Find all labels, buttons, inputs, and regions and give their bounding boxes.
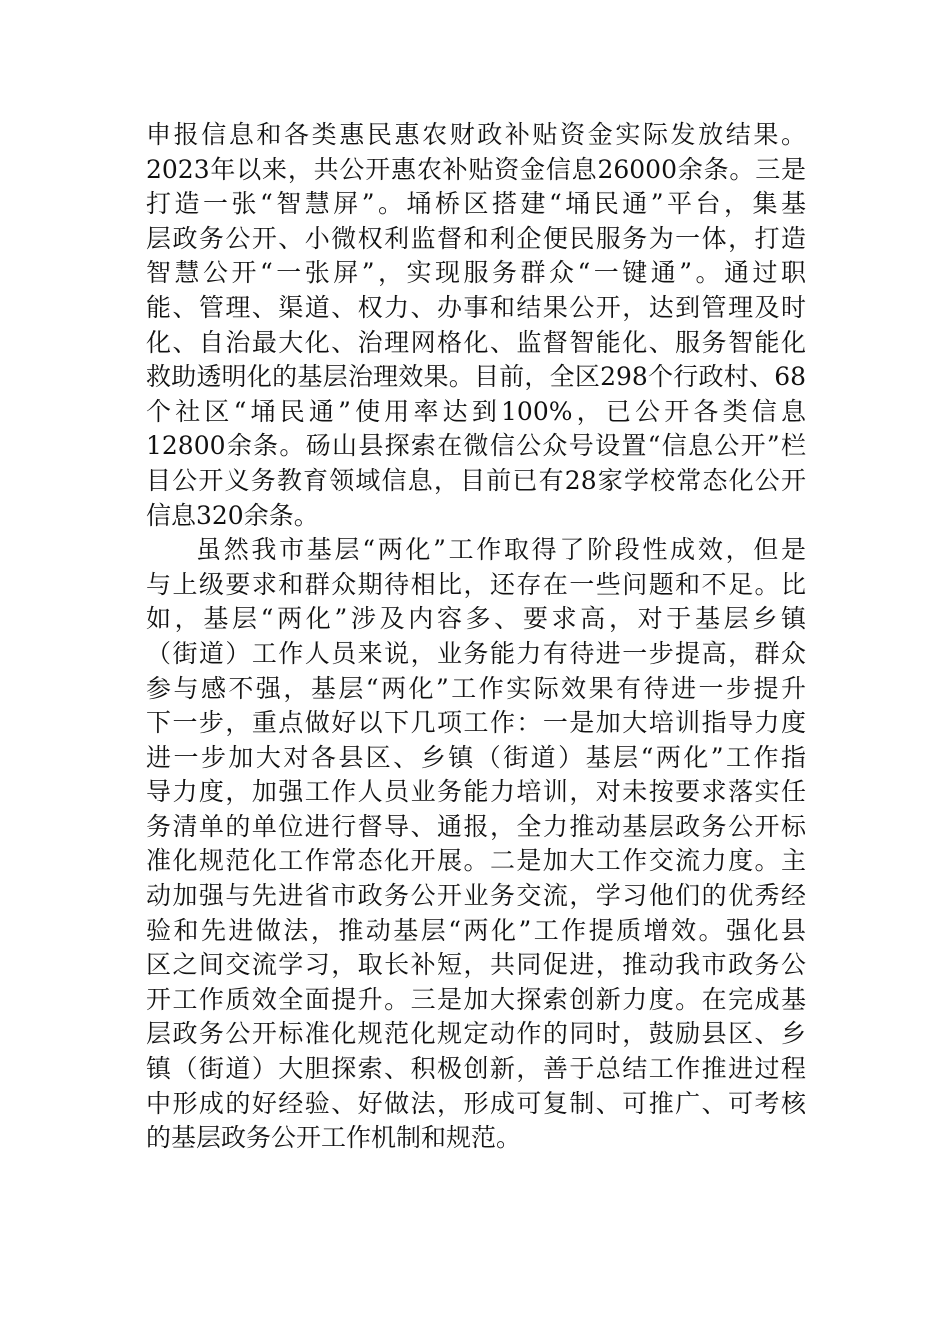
text-line: 12800余条。砀山县探索在微信公众号设置“信息公开”栏 bbox=[146, 431, 806, 461]
text-line: 准化规范化工作常态化开展。二是加大工作交流力度。主 bbox=[146, 846, 806, 876]
text-line: 智慧公开“一张屏”，实现服务群众“一键通”。通过职 bbox=[146, 258, 806, 288]
text-line: 下一步，重点做好以下几项工作：一是加大培训指导力度 bbox=[146, 708, 806, 738]
text-line: 虽然我市基层“两化”工作取得了阶段性成效，但是 bbox=[196, 535, 806, 565]
text-line: 验和先进做法，推动基层“两化”工作提质增效。强化县 bbox=[146, 915, 806, 945]
text-line: 进一步加大对各县区、乡镇（街道）基层“两化”工作指 bbox=[146, 742, 806, 772]
text-line: 开工作质效全面提升。三是加大探索创新力度。在完成基 bbox=[146, 984, 806, 1014]
paragraph-2 bbox=[146, 533, 806, 1156]
text-line: 如，基层“两化”涉及内容多、要求高，对于基层乡镇 bbox=[146, 604, 806, 634]
text-line: 打造一张“智慧屏”。埇桥区搭建“埇民通”平台，集基 bbox=[146, 189, 806, 219]
text-line: 个社区“埇民通”使用率达到100%，已公开各类信息 bbox=[146, 396, 806, 426]
text-line: 镇（街道）大胆探索、积极创新，善于总结工作推进过程 bbox=[146, 1054, 806, 1084]
text-line: 导力度，加强工作人员业务能力培训，对未按要求落实任 bbox=[146, 777, 806, 807]
text-line: 中形成的好经验、好做法，形成可复制、可推广、可考核 bbox=[146, 1088, 806, 1118]
document-body bbox=[146, 118, 806, 1156]
text-line: 与上级要求和群众期待相比，还存在一些问题和不足。比 bbox=[146, 569, 806, 599]
text-line: 务清单的单位进行督导、通报，全力推动基层政务公开标 bbox=[146, 811, 806, 841]
text-line: （街道）工作人员来说，业务能力有待进一步提高，群众 bbox=[146, 638, 806, 668]
text-line: 层政务公开标准化规范化规定动作的同时，鼓励县区、乡 bbox=[146, 1019, 806, 1049]
text-line: 信息320余条。 bbox=[146, 500, 319, 530]
paragraph-1 bbox=[146, 118, 806, 533]
text-line: 参与感不强，基层“两化”工作实际效果有待进一步提升 bbox=[146, 673, 806, 703]
text-line: 层政务公开、小微权利监督和利企便民服务为一体，打造 bbox=[146, 223, 806, 253]
text-line: 能、管理、渠道、权力、办事和结果公开，达到管理及时 bbox=[146, 292, 806, 322]
text-line: 申报信息和各类惠民惠农财政补贴资金实际发放结果。 bbox=[146, 120, 806, 149]
text-line: 救助透明化的基层治理效果。目前，全区298个行政村、68 bbox=[146, 362, 806, 392]
text-line: 目公开义务教育领域信息，目前已有28家学校常态化公开 bbox=[146, 465, 806, 495]
text-line: 的基层政务公开工作机制和规范。 bbox=[146, 1123, 522, 1153]
text-line: 区之间交流学习，取长补短，共同促进，推动我市政务公 bbox=[146, 950, 806, 980]
text-line: 化、自治最大化、治理网格化、监督智能化、服务智能化 bbox=[146, 327, 806, 357]
text-line: 动加强与先进省市政务公开业务交流，学习他们的优秀经 bbox=[146, 881, 806, 911]
text-line: 2023年以来，共公开惠农补贴资金信息26000余条。三是 bbox=[146, 154, 806, 184]
